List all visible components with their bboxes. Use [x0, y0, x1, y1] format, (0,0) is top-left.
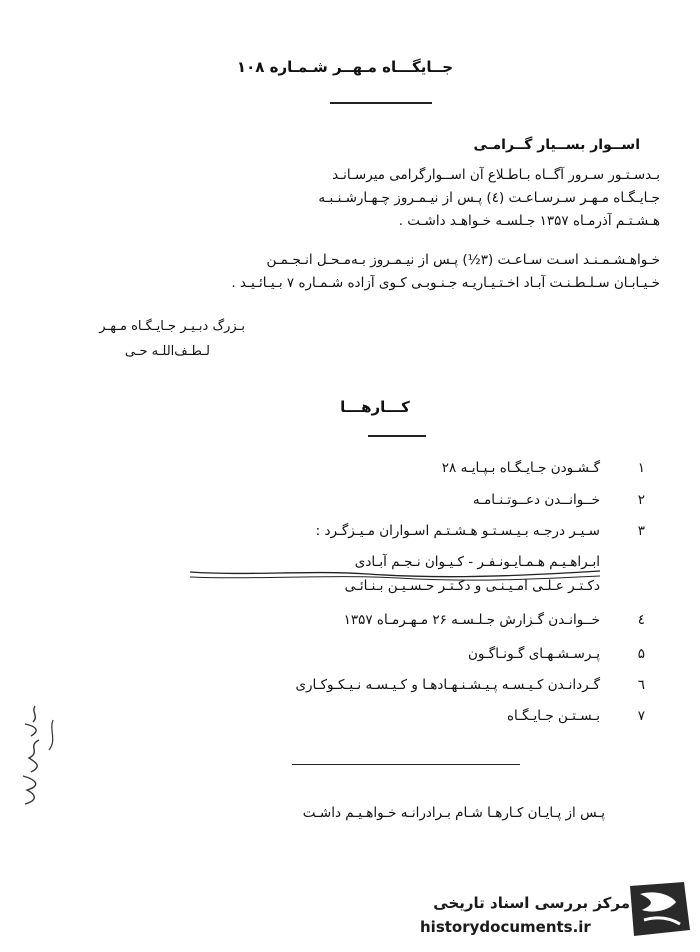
agenda-number: ۷: [637, 708, 645, 724]
agenda-number: ٤: [637, 612, 645, 628]
agenda-item: [442, 460, 645, 476]
greeting: اســوار بســیار گــرامـی: [473, 137, 640, 153]
works-title: کـــارهـــا: [340, 398, 410, 416]
closing-line: پـس از پـایـان کـارهـا شـام بـرادرانـه خـواهـیـم داشـت: [302, 805, 605, 821]
archive-logo: [624, 880, 696, 940]
handwritten-note: [5, 700, 75, 810]
agenda-number: ۵: [637, 646, 645, 662]
agenda-item: [295, 677, 645, 693]
handwritten-underline: [188, 568, 603, 582]
paragraph-2-line: خـواهـشـمـنـد اسـت سـاعـت (۳½) پـس از نیـمـروز بـه‌مـحـل انـجـمـن: [266, 252, 660, 268]
signature-name: لـطـف‌اللـه حـی: [124, 344, 210, 359]
agenda-text: خــوانــدن دعــوتـنـامـه: [472, 492, 600, 508]
signature-role: بـزرگ دبـیـر جـایـگـاه مـهـر: [99, 319, 245, 334]
candidate-names-line: دکـتـر عـلـی امـیـنـی و دکـتـر حـسـیـن بـنـائـی: [344, 578, 600, 594]
paragraph-1-line: بـدسـتـور سـرور آگــاه بـاطـلاع آن اســوارگرامی میرسـانـد: [332, 167, 660, 183]
agenda-number: ۳: [637, 523, 645, 539]
agenda-item: [473, 492, 645, 508]
paragraph-2-line: خـیـابـان سـلـطـنـت آبـاد اخـتـیـاریـه جـنـوبـی کـوی آزاده شـمـاره ۷ بـیـائـیـد .: [231, 275, 660, 291]
agenda-text: خــوانـدن گـزارش جـلـسـه ۲۶ مـهـرمـاه ۱۳۵۷: [343, 612, 600, 628]
agenda-text: سـیـر درجـه بـیـسـتـو هـشـتـم اسـواران مـیـزگـرد :: [315, 523, 600, 539]
agenda-item: [468, 646, 645, 662]
agenda-number: ۲: [637, 492, 645, 508]
agenda-number: ٦: [637, 677, 645, 693]
watermark-archive-name: مرکز بررسی اسناد تاریخی: [433, 894, 630, 912]
agenda-item: [344, 612, 645, 628]
agenda-text: گـردانـدن کـیـسـه پـیـشـنـهـادهـا و کـیـسـه نـیـکـوکـاری: [295, 677, 600, 693]
paragraph-1-line: جـایـگـاه مـهـر سـرسـاعـت (٤) پـس از نیـمـروز چـهـارشـنـبـه: [318, 190, 660, 206]
document-title: جــایگـــاه مـهــر شـمـاره ۱۰۸: [236, 58, 454, 76]
agenda-item: [316, 523, 645, 539]
candidate-names-line: ابـراهـیـم هـمـایـونـفـر - کـیـوان نـجـم آبـادی: [354, 554, 600, 570]
agenda-item: [507, 708, 645, 724]
closing-divider: [292, 764, 520, 765]
agenda-text: بـسـتـن جـایـگـاه: [506, 708, 600, 724]
watermark-url: historydocuments.ir: [420, 918, 591, 936]
agenda-text: گـشـودن جـایـگـاه بـپـایـه ۲۸: [441, 460, 600, 476]
paragraph-1-line: هـشـتـم آذرمـاه ۱۳۵۷ جـلسـه خـواهـد داشـت .: [398, 213, 660, 229]
agenda-number: ۱: [637, 460, 645, 476]
agenda-text: پـرسـشـهـای گـونـاگـون: [467, 646, 600, 662]
